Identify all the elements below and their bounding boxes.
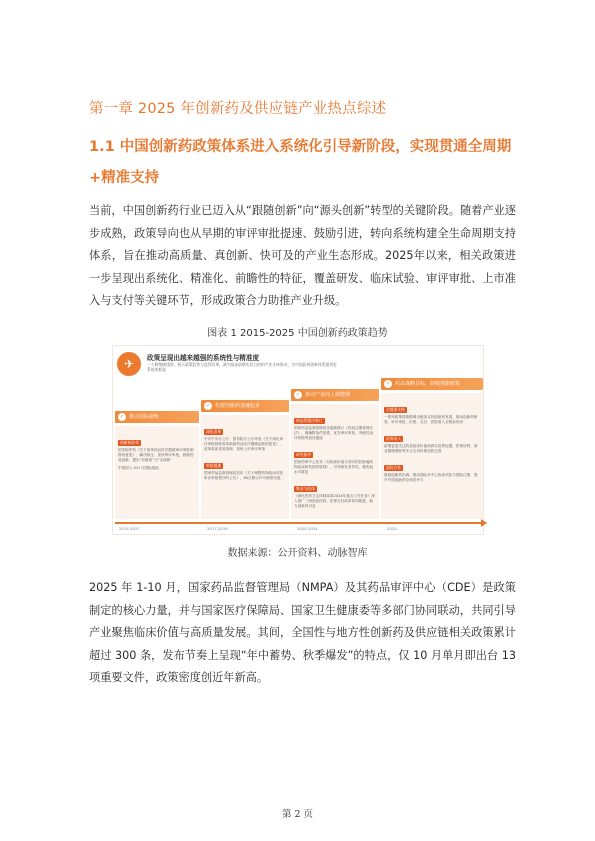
policy-tag: 集采与医保 — [296, 486, 315, 491]
timeline-period: 2020-2024 — [297, 526, 318, 531]
policy-tag: 医保准入 — [386, 436, 402, 441]
policy-text: 鼓励创新药出海，推动国际多中心临床试验与国际注册，提升中国创新药全球竞争力 — [384, 473, 478, 482]
policy-text: 一系列政策措施强调全链条支持创新药发展，推动创新药研发、审评审批、价格、支付、医院准入全链条协同 — [384, 415, 478, 424]
policy-tag: 深化改革 — [206, 429, 222, 434]
policy-text: 国家药品监督管理局实施新修订《药品注册管理办法》，明确附条件批准、优先审评审批、突破性治疗药物等加快通道 — [294, 426, 374, 440]
timeline-period: 2015-2017 — [119, 526, 140, 531]
stage-label: 药品战略目标，持续创新研发 — [395, 381, 461, 387]
body-paragraph: 2025 年 1-10 月，国家药品监督管理局（NMPA）及其药品审评中心（CDE）是政策制定的核心力量，并与国家医疗保障局、国家卫生健康委等多部门协同联动，共同引导产业聚焦临床价值与高质量发展。其间，全国性与地方性创新药及供应链相关政策累计超过 300 条，发布节奏上呈现“年中蓄势、秋季爆发”的特点，仅 10 月单月即出台 13 项重要文件，政策密度创近年新高。 — [89, 581, 516, 685]
check-icon: ✓ — [385, 381, 391, 387]
stage-detail-panel — [115, 426, 199, 519]
policy-tag: 全链条支持 — [386, 407, 405, 412]
check-icon: ✓ — [205, 403, 211, 409]
policy-tag: 研发指导 — [296, 452, 312, 457]
figure-header — [117, 350, 357, 382]
policy-tag: 创新药改革 — [120, 440, 139, 445]
page-number: 第 2 页 — [281, 809, 314, 820]
policy-tag: 国际合作 — [386, 465, 402, 470]
stage-label: 构建创新药加速起步 — [215, 403, 261, 409]
check-icon: ✓ — [295, 392, 301, 398]
policy-text: 国务院印发《关于改革药品医疗器械审评审批制度的意见》，解决积压、加快审评审批，鼓励药品创新，提出“有新意”与“全球新” — [118, 448, 194, 462]
stage-detail-panel — [381, 393, 483, 519]
chapter-heading: 第一章 2025 年创新药及供应链产业热点综述 — [89, 101, 387, 117]
section-heading: 1.1 中国创新药政策体系进入系统化引导新阶段，实现贯通全周期+精准支持 — [89, 139, 512, 186]
timeline-period: 2017-2019 — [207, 526, 228, 531]
figure-source: 数据来源：公开资料、动脉智库 — [227, 548, 368, 559]
figure-header-subtitle: 一个制剂路线图，展示政策趋势与监管改革，减少临床前期实验目的和产业支持推动，为中国医药创新体系提供更系统的框架 — [147, 362, 337, 372]
policy-text: 中国加入 ICH 与国际接轨 — [118, 466, 159, 470]
stage-detail-panel — [201, 415, 289, 519]
timeline-axis — [115, 522, 483, 524]
stage-banner — [115, 411, 199, 423]
stage-banner — [291, 389, 379, 401]
figure-caption: 图表 1 2015-2025 中国创新药政策趋势 — [207, 328, 388, 339]
policy-trend-figure — [112, 345, 484, 535]
check-icon: ✓ — [119, 414, 125, 420]
policy-tag: 药品管理法修订 — [296, 418, 323, 423]
policy-text: 国家药审中心发布《以临床价值为导向的抗肿瘤药物临床研发指导原则》，引导研发差异化，避免低水平重复 — [294, 460, 374, 474]
policy-text: 政策更加关注药品临床价值和真实世界证据，医保谈判、商业健康保险等多元支付体系加快完善 — [384, 444, 478, 453]
policy-text: 国家药品监督管理局发布《关于调整药物临床试验审评审批程序的公告》，60日默示许可制度实施 — [204, 471, 284, 480]
arrow-right-icon — [481, 519, 487, 527]
timeline-period: 2025- — [387, 526, 399, 531]
policy-tag: 审批提速 — [206, 463, 222, 468]
stage-banner — [201, 400, 289, 412]
policy-text: 《深化医药卫生体制改革2024年重点工作任务》深入推广三明医改经验，医保支付改革协同推进，助力创新药可及 — [294, 494, 376, 508]
stage-label: 推动国际接轨 — [129, 414, 160, 420]
stage-detail-panel — [291, 404, 379, 519]
stage-label: 推动产业向上调整期 — [305, 392, 351, 398]
policy-text: 中共中央办公厅、国务院办公厅印发《关于深化审评审批制度改革鼓励药品医疗器械创新的意见》，改革临床试验管理，加快上市审评审批 — [204, 437, 284, 451]
intro-paragraph: 当前，中国创新药行业已迈入从“跟随创新”向“源头创新”转型的关键阶段。随着产业逐步成熟，政策导向也从早期的审评审批提速、鼓励引进，转向系统构建全生命周期支持体系，旨在推动高质量、真创新、快可及的产业生态形成。2025年以来，相关政策进一步呈现出系统化、精准化、前瞻性的特征，覆盖研发、临床试验、审评审批、上市准入与支付等关键环节，形成政策合力助推产业升级。 — [89, 204, 516, 308]
figure-header-title: 政策呈现出越来越强的系统性与精准度 — [147, 354, 260, 362]
paper-plane-icon: ✈ — [117, 352, 141, 376]
stage-banner — [381, 378, 483, 390]
